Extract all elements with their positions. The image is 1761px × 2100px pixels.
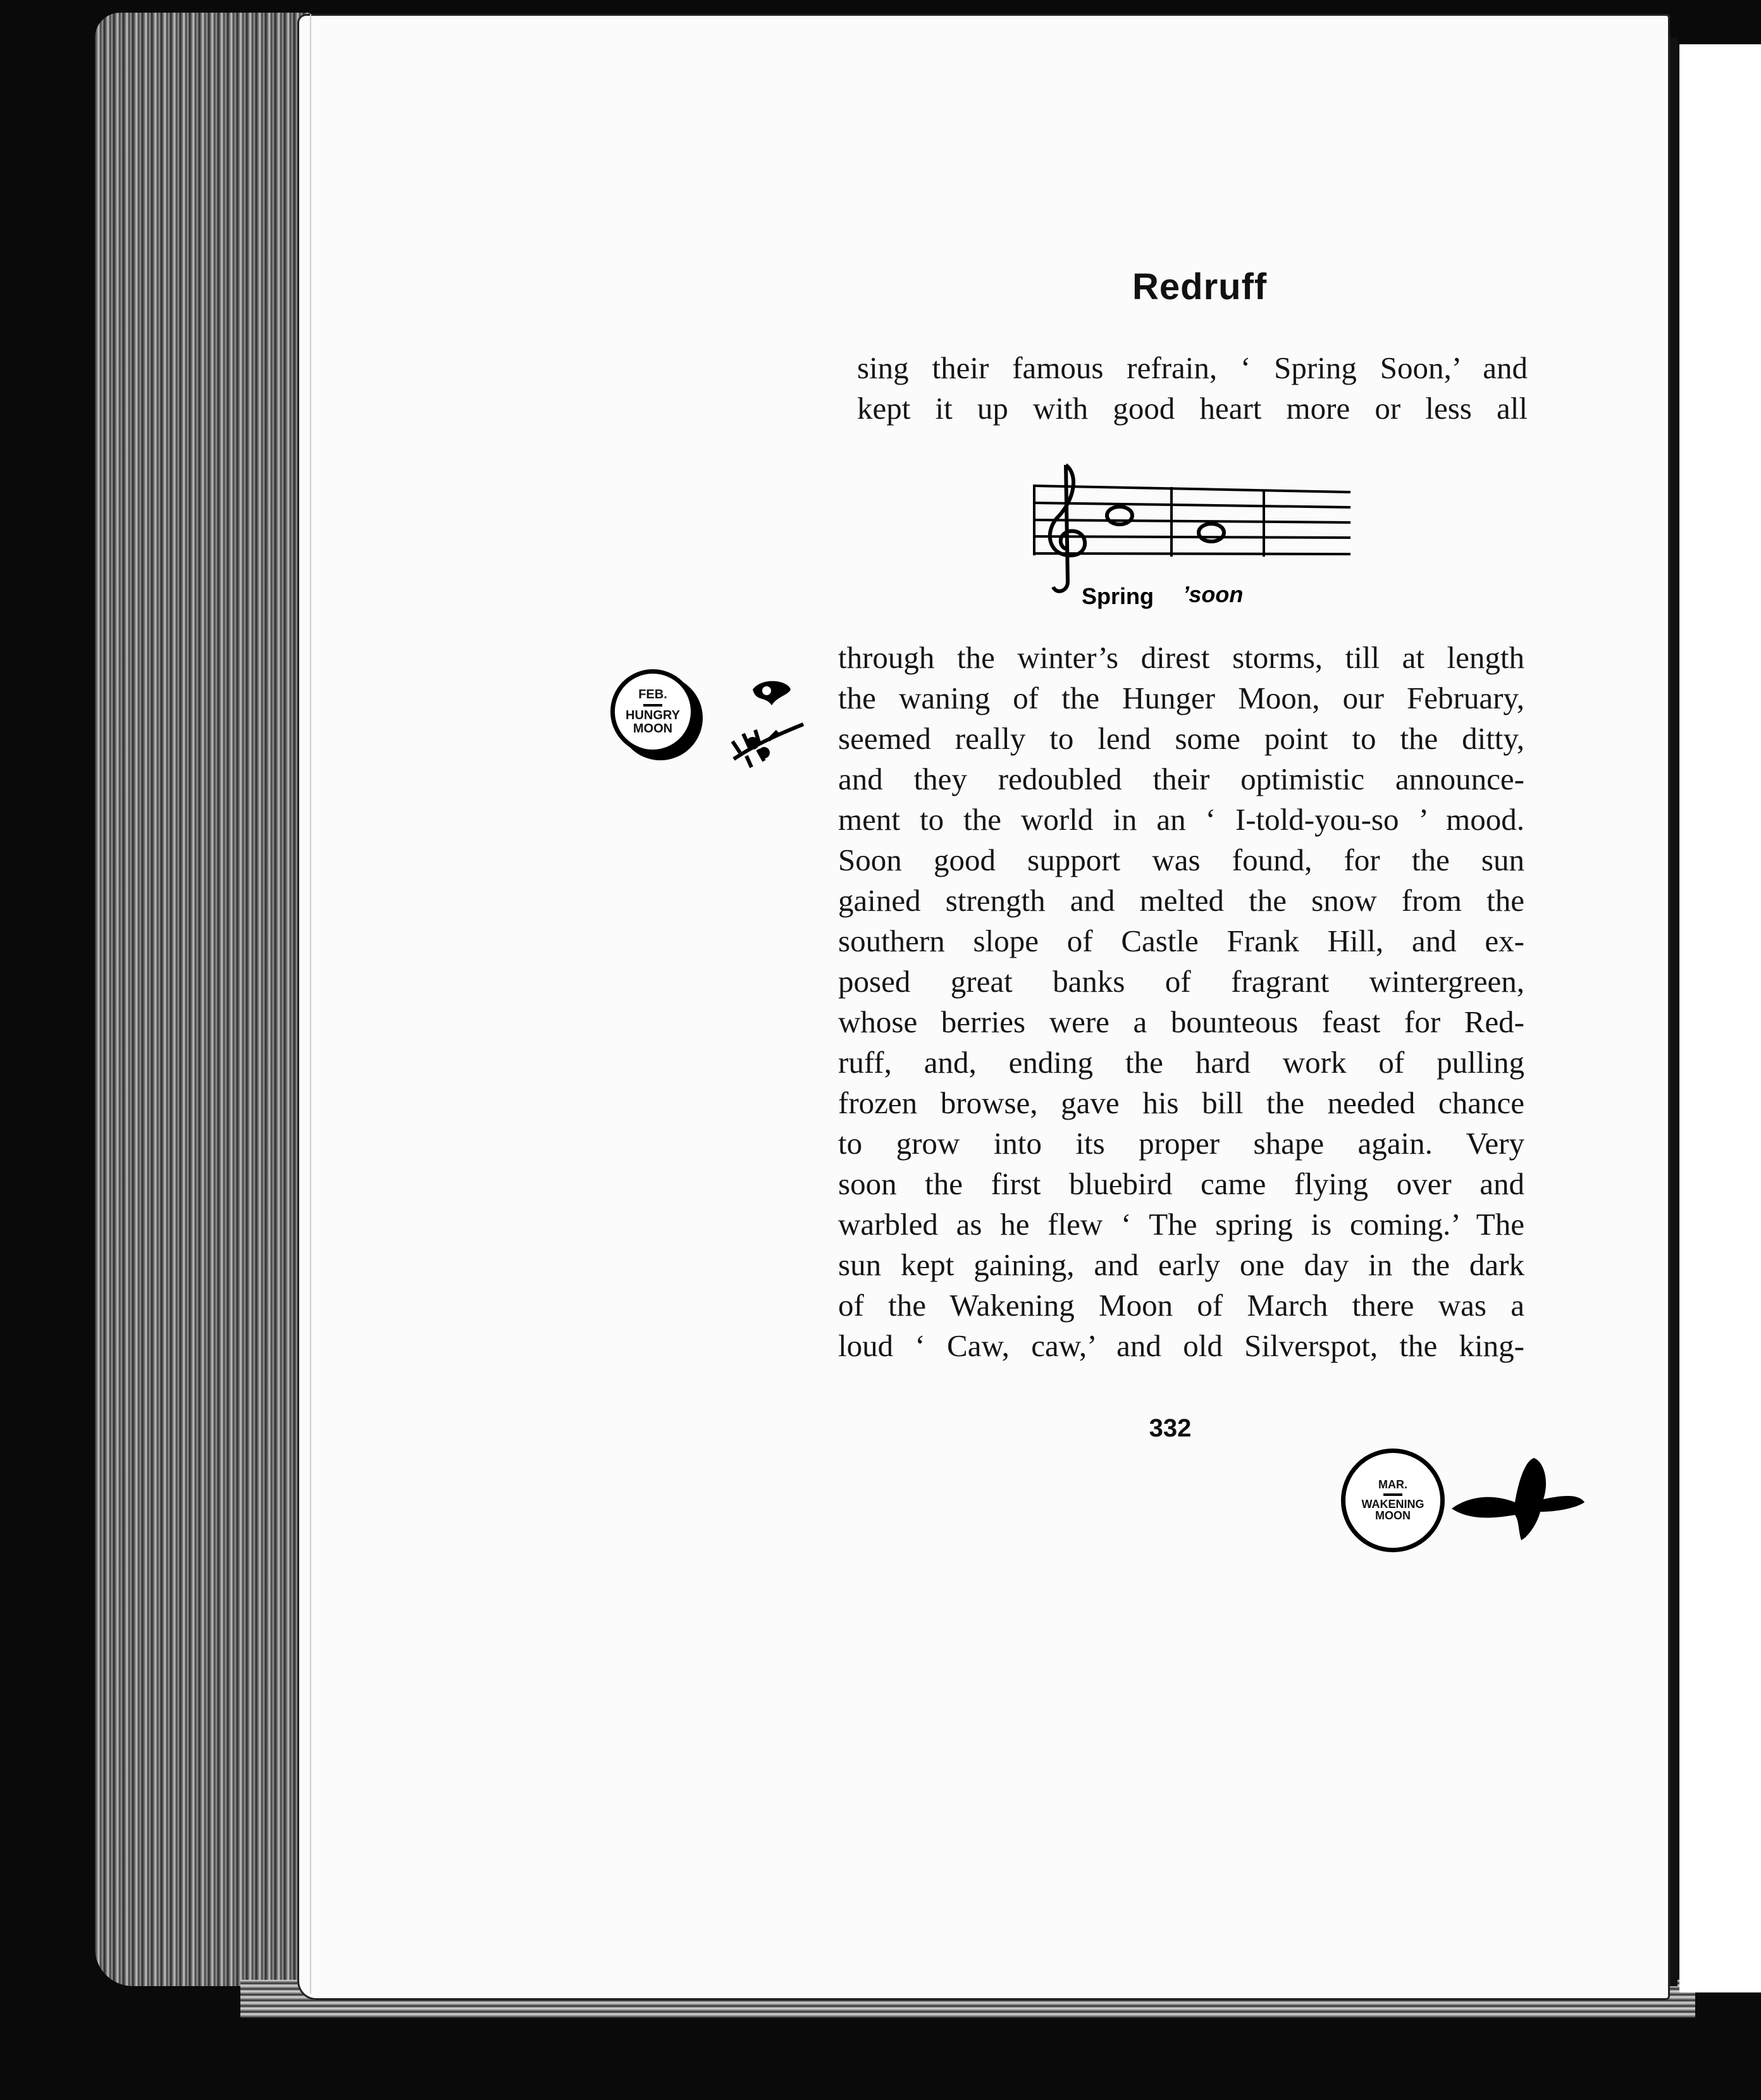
moon-label-moon: MOON <box>633 721 673 736</box>
text-line: warbled as he flew ‘ The spring is coming.’ The <box>838 1207 1524 1242</box>
text-line: seemed really to lend some point to the ditty, <box>838 721 1524 756</box>
bird-on-branch-icon <box>727 677 816 772</box>
moon-label-rule <box>643 704 662 707</box>
moon-label-month: FEB. <box>638 687 667 701</box>
lyric-spring: Spring <box>1082 583 1154 609</box>
page-stack-edge <box>95 13 310 1986</box>
note-whole-2 <box>1199 524 1224 541</box>
text-line: kept it up with good heart more or less all <box>857 391 1528 426</box>
text-line: and they redoubled their optimistic announce- <box>838 762 1524 796</box>
flying-crow-icon <box>1449 1448 1588 1543</box>
text-line: through the winter’s direst storms, till at length <box>838 640 1524 675</box>
book-gutter <box>1670 38 1678 1986</box>
page-number: 332 <box>1149 1414 1192 1442</box>
text-line: sing their famous refrain, ‘ Spring Soon,’ and <box>857 350 1528 385</box>
moon-label-moon: MOON <box>1375 1509 1411 1522</box>
text-line: whose berries were a bounteous feast for Red- <box>838 1004 1524 1039</box>
running-head: Redruff <box>1132 266 1268 307</box>
text-line: ment to the world in an ‘ I-told-you-so ’ mood. <box>838 802 1524 837</box>
text-line: loud ‘ Caw, caw,’ and old Silverspot, the king- <box>838 1328 1524 1363</box>
text-line: Soon good support was found, for the sun <box>838 843 1524 877</box>
moon-label-rule <box>1383 1493 1402 1496</box>
moon-label-name: HUNGRY <box>626 708 680 722</box>
text-line: gained strength and melted the snow from the <box>838 883 1524 918</box>
lyric-soon: ’soon <box>1183 581 1244 607</box>
text-line: to grow into its proper shape again. Very <box>838 1126 1524 1161</box>
page-margin-shadow <box>310 14 311 1994</box>
text-line: ruff, and, ending the hard work of pulling <box>838 1045 1524 1080</box>
text-line: the waning of the Hunger Moon, our February, <box>838 681 1524 715</box>
paragraph-top <box>857 348 1528 429</box>
feb-hungry-moon-emblem <box>610 669 695 754</box>
moon-label-month: MAR. <box>1378 1478 1407 1491</box>
facing-page-edge <box>1679 44 1761 1992</box>
text-line: soon the first bluebird came flying over and <box>838 1166 1524 1201</box>
text-line: frozen browse, gave his bill the needed chance <box>838 1085 1524 1120</box>
moon-label-name: WAKENING <box>1361 1497 1424 1510</box>
text-line: posed great banks of fragrant wintergreen, <box>838 964 1524 999</box>
mar-wakening-moon-emblem <box>1341 1448 1445 1552</box>
music-staff-figure <box>1031 462 1360 626</box>
paragraph-main <box>838 638 1524 1366</box>
text-line: of the Wakening Moon of March there was a <box>838 1288 1524 1323</box>
text-line: sun kept gaining, and early one day in the dark <box>838 1247 1524 1282</box>
text-line: southern slope of Castle Frank Hill, and ex- <box>838 923 1524 958</box>
